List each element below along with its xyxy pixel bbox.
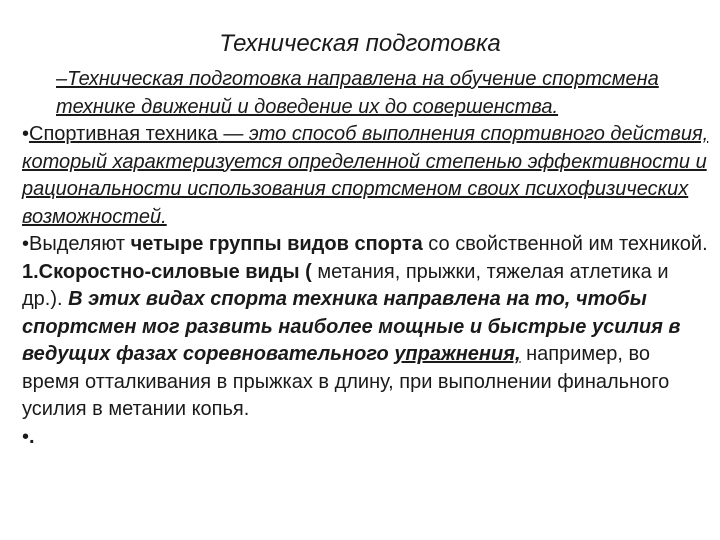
definition-text: — это способ выполнения спортивного действия, который характеризуется определенной степенью эффективности и рациональности использования спортсменом своих психофизических возможностей.: [22, 123, 709, 228]
groups-lead: Выделяют: [29, 233, 131, 255]
trailing-dot: .: [29, 425, 35, 448]
definition-paragraph: [22, 121, 712, 231]
bullet-marker: •: [22, 123, 30, 145]
speed-strength-paragraph: [22, 259, 712, 424]
groups-rest: со свойственной им техникой.: [422, 233, 708, 255]
bullet-marker: •: [22, 233, 30, 255]
speed-strength-emphasis-underlined: упражнения,: [394, 343, 521, 365]
speed-strength-heading: 1.Скоростно-силовые виды (: [22, 260, 312, 283]
groups-paragraph: [22, 231, 712, 259]
slide-title: Техническая подготовка: [219, 30, 501, 57]
speed-strength-emphasis: В этих видах спорта техника направлена на то, чтобы спортсмен мог развить наиболее мощные и быстрые усилия в ведущих фазах соревновательного: [22, 288, 681, 365]
trailing-bullet-paragraph: [22, 424, 712, 452]
slide-body: [22, 66, 712, 451]
groups-highlight: четыре группы видов спорта: [130, 233, 423, 255]
term-sports-technique: Спортивная техника: [29, 123, 218, 145]
speed-strength-rest: например, во время отталкивания в прыжках в длину, при выполнении финального усилия в метании копья.: [22, 343, 670, 420]
bullet-marker: •: [22, 425, 30, 448]
speed-strength-examples: метания, прыжки, тяжелая атлетика и др.).: [22, 260, 669, 310]
intro-paragraph: –Техническая подготовка направлена на обучение спортсмена технике движений и доведение их до совершенства.: [56, 68, 659, 118]
